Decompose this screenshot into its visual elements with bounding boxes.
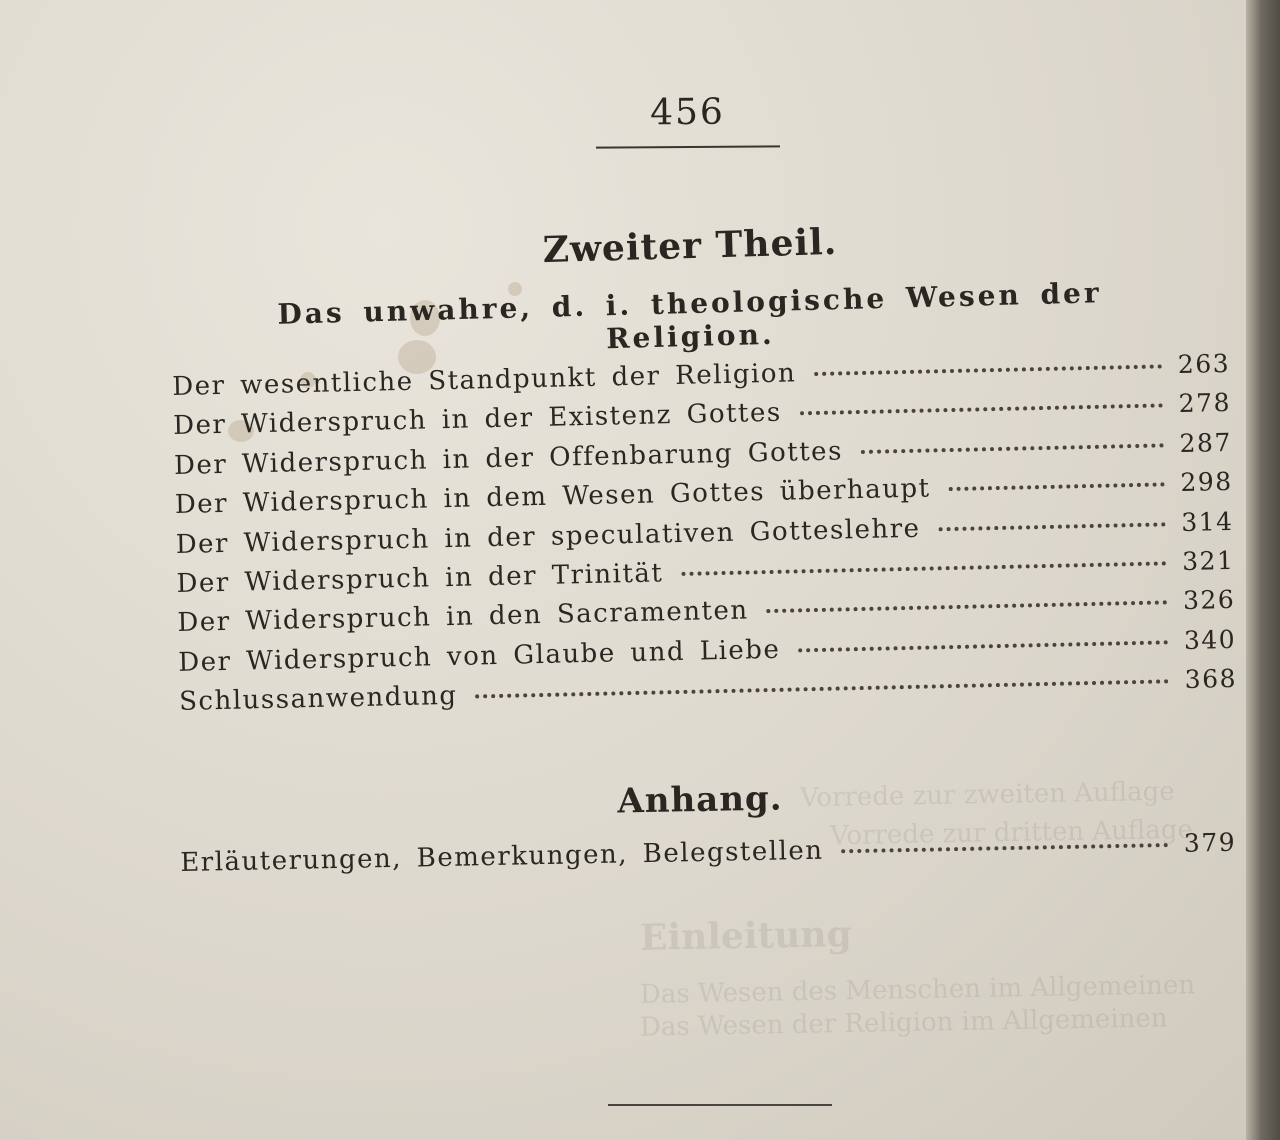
- toc-entry-title: Erläuterungen, Bemerkungen, Belegstellen: [180, 835, 824, 878]
- toc-entry-page: 314: [1180, 506, 1234, 537]
- toc-entry-title: Der Widerspruch in dem Wesen Gottes überhaupt: [174, 473, 931, 521]
- toc-entry-page: 298: [1180, 467, 1233, 498]
- show-through-text: Einleitung: [639, 913, 853, 959]
- footer-rule: [608, 1104, 832, 1106]
- toc-entry-title: Der Widerspruch in der Trinität: [176, 558, 664, 599]
- dot-leader: [948, 482, 1164, 492]
- dot-leader: [681, 560, 1166, 576]
- part-title: Zweiter Theil.: [542, 220, 838, 272]
- toc-entry-title: Der Widerspruch in den Sacramenten: [177, 595, 749, 639]
- dot-leader: [800, 403, 1163, 416]
- toc-entry-title: Der Widerspruch von Glaube und Liebe: [178, 634, 781, 678]
- dot-leader: [475, 678, 1169, 698]
- dot-leader: [841, 842, 1168, 853]
- toc-entry-page: 379: [1183, 827, 1237, 858]
- header-rule: [596, 145, 780, 148]
- show-through-text: Vorrede zur zweiten Auflage: [799, 776, 1175, 814]
- dot-leader: [938, 521, 1165, 531]
- book-page-edge: [1246, 0, 1280, 1140]
- part-subtitle: Das unwahre, d. i. theologische Wesen der Religion.: [277, 276, 1103, 356]
- table-of-contents: [172, 349, 1237, 727]
- appendix-title: Anhang.: [617, 778, 783, 822]
- toc-entry-page: 340: [1183, 624, 1237, 655]
- appendix-contents: [180, 828, 1237, 888]
- toc-entry-title: Der Widerspruch in der Offenbarung Gottes: [173, 436, 844, 481]
- toc-entry-page: 278: [1178, 388, 1232, 419]
- show-through-text: Vorrede zur dritten Auflage: [829, 814, 1194, 852]
- toc-entry-page: 321: [1181, 545, 1235, 576]
- toc-entry-page: 287: [1179, 427, 1233, 458]
- dot-leader: [814, 363, 1162, 376]
- page-number: 456: [649, 91, 726, 134]
- toc-entry-title: Der wesentliche Standpunkt der Religion: [172, 358, 797, 402]
- toc-entry-page: 263: [1177, 348, 1231, 380]
- toc-entry-title: Der Widerspruch in der speculativen Gotteslehre: [175, 513, 921, 560]
- show-through-text: Das Wesen der Religion im Allgemeinen: [639, 1003, 1168, 1043]
- toc-entry-page: 326: [1182, 585, 1236, 616]
- toc-entry-title: Der Widerspruch in der Existenz Gottes: [172, 398, 783, 442]
- toc-entry-page: 368: [1184, 663, 1238, 695]
- dot-leader: [767, 600, 1168, 614]
- dot-leader: [861, 442, 1164, 454]
- show-through-text: Das Wesen des Menschen im Allgemeinen: [639, 970, 1196, 1010]
- dot-leader: [798, 639, 1168, 652]
- toc-entry-title: Schlussanwendung: [178, 680, 458, 718]
- toc-entry: [180, 828, 1237, 888]
